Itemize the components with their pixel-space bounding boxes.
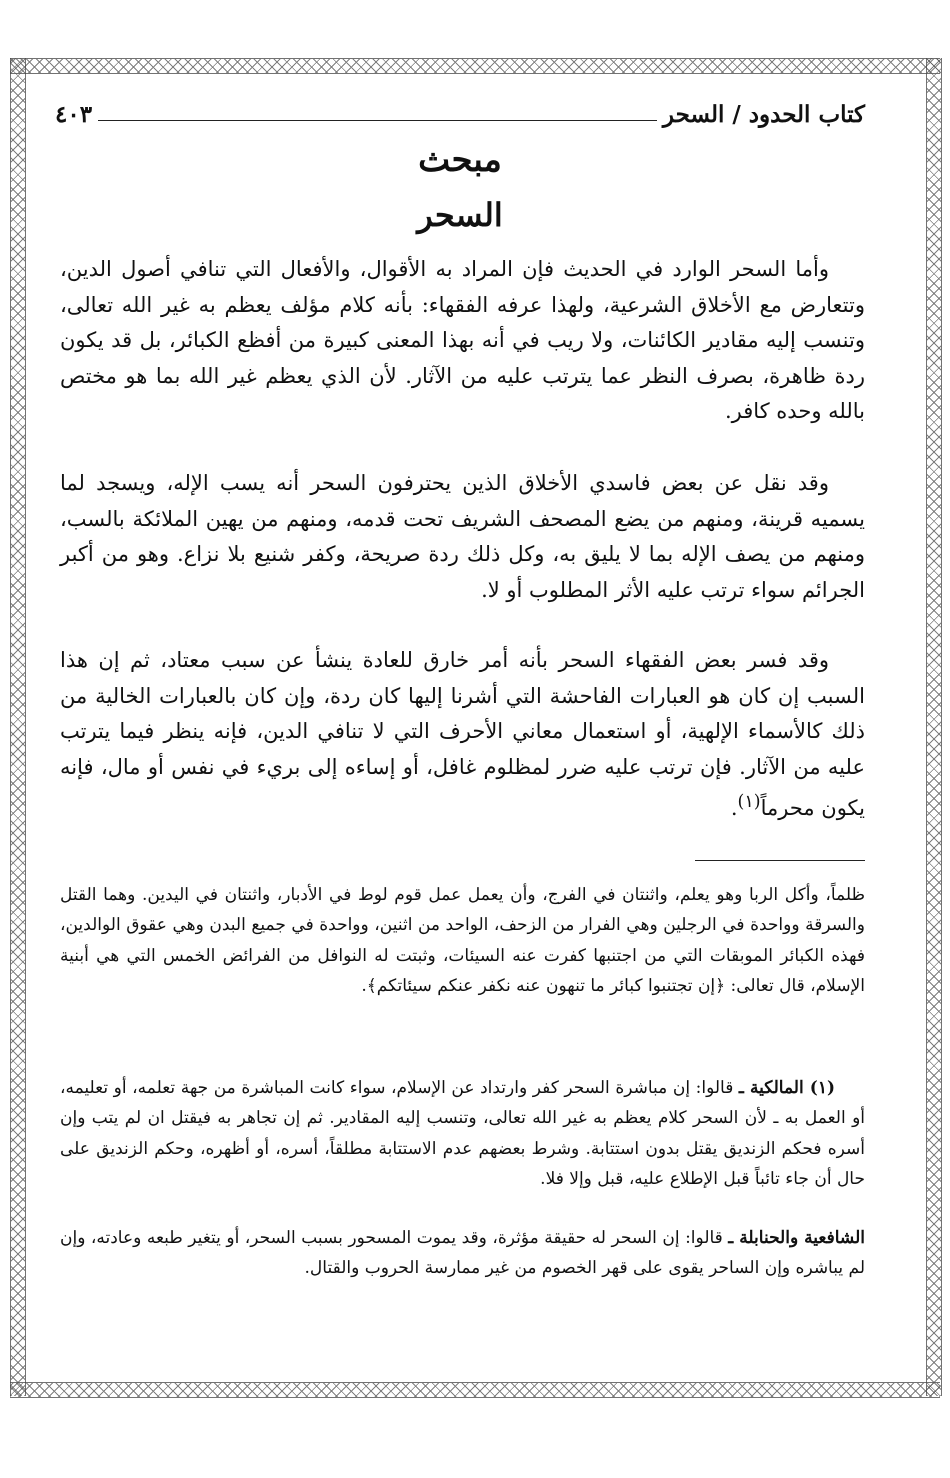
body-paragraph-3 [60, 643, 865, 827]
running-header [55, 94, 865, 128]
footnote-body: قالوا: إن السحر له حقيقة مؤثرة، وقد يموت المسحور بسبب السحر، أو يتغير طبعه وعادته، وإن لم يباشره وإن الساحر يقوى على قهر الخصوم من غير ممارسة الحروب والقتال. [60, 1228, 865, 1279]
footnote-lead: (١) المالكية ـ [738, 1078, 835, 1098]
footnote-separator [695, 860, 865, 861]
footnote-text [60, 1223, 865, 1284]
ornamental-border-top [10, 58, 940, 74]
body-paragraph-2 [60, 466, 865, 608]
section-heading: مبحث [418, 140, 502, 180]
ornamental-border-right [926, 58, 942, 1396]
paragraph-text: وقد نقل عن بعض فاسدي الأخلاق الذين يحترفون السحر أنه يسب الإله، ويسجد لما يسميه قرينة، ومنهم من يضع المصحف الشريف تحت قدمه، ومنهم من يهين الملائكة بالسب، ومنهم من يصف الإله بما لا يليق به، وكل ذلك ردة صريحة، وكفر شنيع بلا نزاع. وهو من أكبر الجرائم سواء ترتب عليه الأثر المطلوب أو لا. [60, 471, 865, 602]
footnote-continuation [60, 880, 865, 1001]
section-subheading: السحر [417, 196, 503, 234]
footnote-text [60, 1073, 865, 1194]
header-rule [98, 120, 657, 121]
paragraph-text [60, 643, 865, 827]
footnote-reference[interactable]: (١) [737, 792, 761, 813]
footnote-body: قالوا: إن مباشرة السحر كفر وارتداد عن الإسلام، سواء كانت المباشرة من جهة تعلمه، أو تعليمه، أو العمل به ـ لأن السحر كلام يعظم به غير الله تعالى، وتنسب إليه المقادير. ثم إن تجاهر به فيقتل ان لم يتب وإن أسره فحكم الزنديق يقتل بدون استتابة. وشرط بعضهم عدم الاستتابة مطلقاً، أسره، أو أظهره، وحكم الزنديق على حال أن جاء تائباً قبل الإطلاع عليه، قبل وإلا فلا. [60, 1078, 865, 1189]
paragraph-end-mark: . [730, 796, 738, 821]
body-paragraph-1 [60, 252, 865, 430]
ornamental-border-bottom [10, 1382, 940, 1398]
paragraph-text-main: وقد فسر بعض الفقهاء السحر بأنه أمر خارق للعادة ينشأ عن سبب معتاد، ثم إن هذا السبب إن كان هو العبارات الفاحشة التي أشرنا إليها كان ردة، وإن كان بالعبارات الخالية من ذلك كالأسماء الإلهية، أو استعمال معاني الأحرف التي لا تنافي الدين، فإنه ينظر فيما يترتب عليه من الآثار. فإن ترتب عليه ضرر لمظلوم غافل، أو إساءه إلى بريء في نفس أو مال، فإنه يكون محرماً [60, 648, 865, 821]
footnote-1-maliki [60, 1073, 865, 1194]
footnote-shafii-hanbali [60, 1223, 865, 1284]
footnote-text: ظلماً، وأكل الربا وهو يعلم، واثنتان في الفرج، وأن يعمل عمل قوم لوط في الأدبار، واثنتان في اليدين. وهما القتل والسرقة وواحدة في الرجلين وهي الفرار من الزحف، الواحد من اثنين، وواحدة في جميع البدن وهي عقوق الوالدين، فهذه الكبائر الموبقات التي من اجتنبها كفرت عنه السيئات، وثبتت له النوافل من الفرائض الخمس التي هي أبنية الإسلام، قال تعالى: ﴿إن تجتنبوا كبائر ما تنهون عنه نكفر عنكم سيئاتكم﴾. [60, 885, 865, 996]
book-title: كتاب الحدود / السحر [662, 101, 865, 128]
paragraph-text: وأما السحر الوارد في الحديث فإن المراد به الأقوال، والأفعال التي تنافي أصول الدين، وتتعارض مع الأخلاق الشرعية، ولهذا عرفه الفقهاء: بأنه كلام مؤلف يعظم به غير الله تعالى، وتنسب إليه مقادير الكائنات، ولا ريب في أنه بهذا المعنى كبيرة من أفظع الكبائر، بل قد يكون ردة ظاهرة، بصرف النظر عما يترتب عليه من الآثار. لأن الذي يعظم غير الله بما هو مختص بالله وحده كافر. [60, 257, 865, 424]
ornamental-border-left [10, 58, 26, 1396]
footnote-lead: الشافعية والحنابلة ـ [728, 1228, 865, 1248]
page-number: ٤٠٣ [55, 101, 93, 128]
